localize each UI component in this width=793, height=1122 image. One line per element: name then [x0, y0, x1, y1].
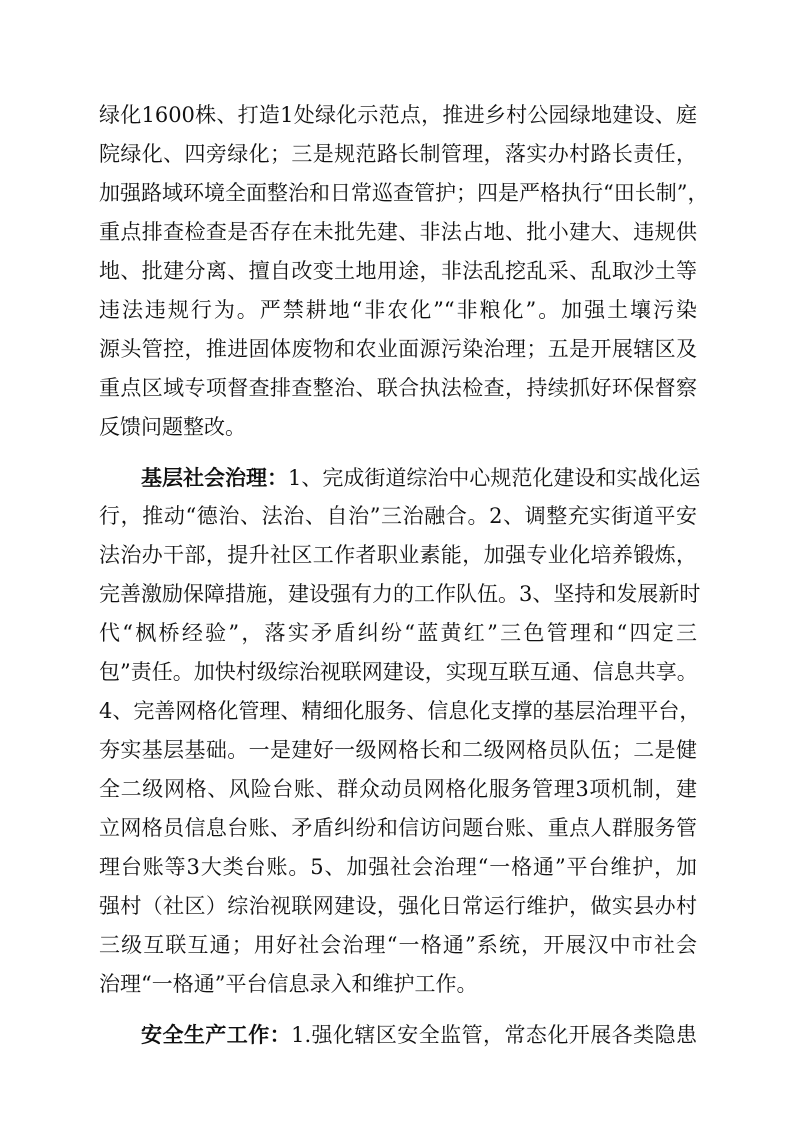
text-run: 1.强化辖区安全监管，常态化开展各类隐患	[291, 1023, 697, 1047]
paragraph-spacer	[99, 447, 697, 458]
paragraph-environment	[99, 96, 709, 447]
text-line: 违法违规行为。严禁耕地“非农化”“非粮化”。加强土壤污染	[99, 298, 697, 322]
text-line: 治理“一格通”平台信息录入和维护工作。	[99, 972, 478, 996]
text-line: 包”责任。加快村级综治视联网建设，实现互联互通、信息共享。	[99, 660, 698, 684]
text-line: 代“枫桥经验”，落实矛盾纠纷“蓝黄红”三色管理和“四定三	[99, 621, 697, 645]
text-line: 绿化1600株、打造1处绿化示范点，推进乡村公园绿地建设、庭	[99, 103, 697, 127]
text-line: 院绿化、四旁绿化；三是规范路长制管理，落实办村路长责任，	[99, 142, 697, 166]
text-line: 地、批建分离、擅自改变土地用途，非法乱挖乱采、乱取沙土等	[99, 259, 697, 283]
section-heading: 安全生产工作：	[141, 1022, 292, 1047]
text-line-first	[99, 458, 701, 497]
text-line: 行，推动“德治、法治、自治”三治融合。2、调整充实街道平安	[99, 504, 697, 528]
text-line: 重点区域专项督查排查整治、联合执法检查，持续抓好环保督察	[99, 376, 697, 400]
text-line: 4、完善网格化管理、精细化服务、信息化支撑的基层治理平台，	[99, 699, 701, 723]
text-line: 源头管控，推进固体废物和农业面源污染治理；五是开展辖区及	[99, 337, 697, 361]
text-line: 重点排查检查是否存在未批先建、非法占地、批小建大、违规供	[99, 220, 697, 244]
paragraph-grassroots-governance	[99, 458, 701, 1004]
text-line: 法治办干部，提升社区工作者职业素能，加强专业化培养锻炼，	[99, 543, 697, 567]
text-line: 完善激励保障措施，建设强有力的工作队伍。3、坚持和发展新时	[99, 582, 701, 606]
text-line-first	[99, 1015, 697, 1054]
document-body	[99, 96, 709, 1054]
text-line: 全二级网格、风险台账、群众动员网格化服务管理3项机制，建	[99, 777, 697, 801]
text-line: 强村（社区）综治视联网建设，强化日常运行维护，做实县办村	[99, 894, 697, 918]
section-heading: 基层社会治理：	[141, 465, 288, 490]
paragraph-spacer	[99, 1004, 697, 1015]
paragraph-safety-production	[99, 1015, 697, 1054]
text-line: 夯实基层基础。一是建好一级网格长和二级网格员队伍；二是健	[99, 738, 697, 762]
text-line: 立网格员信息台账、矛盾纠纷和信访问题台账、重点人群服务管	[99, 816, 697, 840]
text-line: 理台账等3大类台账。5、加强社会治理“一格通”平台维护，加	[99, 855, 697, 879]
text-line: 加强路域环境全面整治和日常巡查管护；四是严格执行“田长制”，	[99, 181, 709, 205]
text-line: 三级互联互通；用好社会治理“一格通”系统，开展汉中市社会	[99, 933, 697, 957]
text-run: 1、完成街道综治中心规范化建设和实战化运	[288, 466, 701, 490]
text-line: 反馈问题整改。	[99, 415, 246, 439]
